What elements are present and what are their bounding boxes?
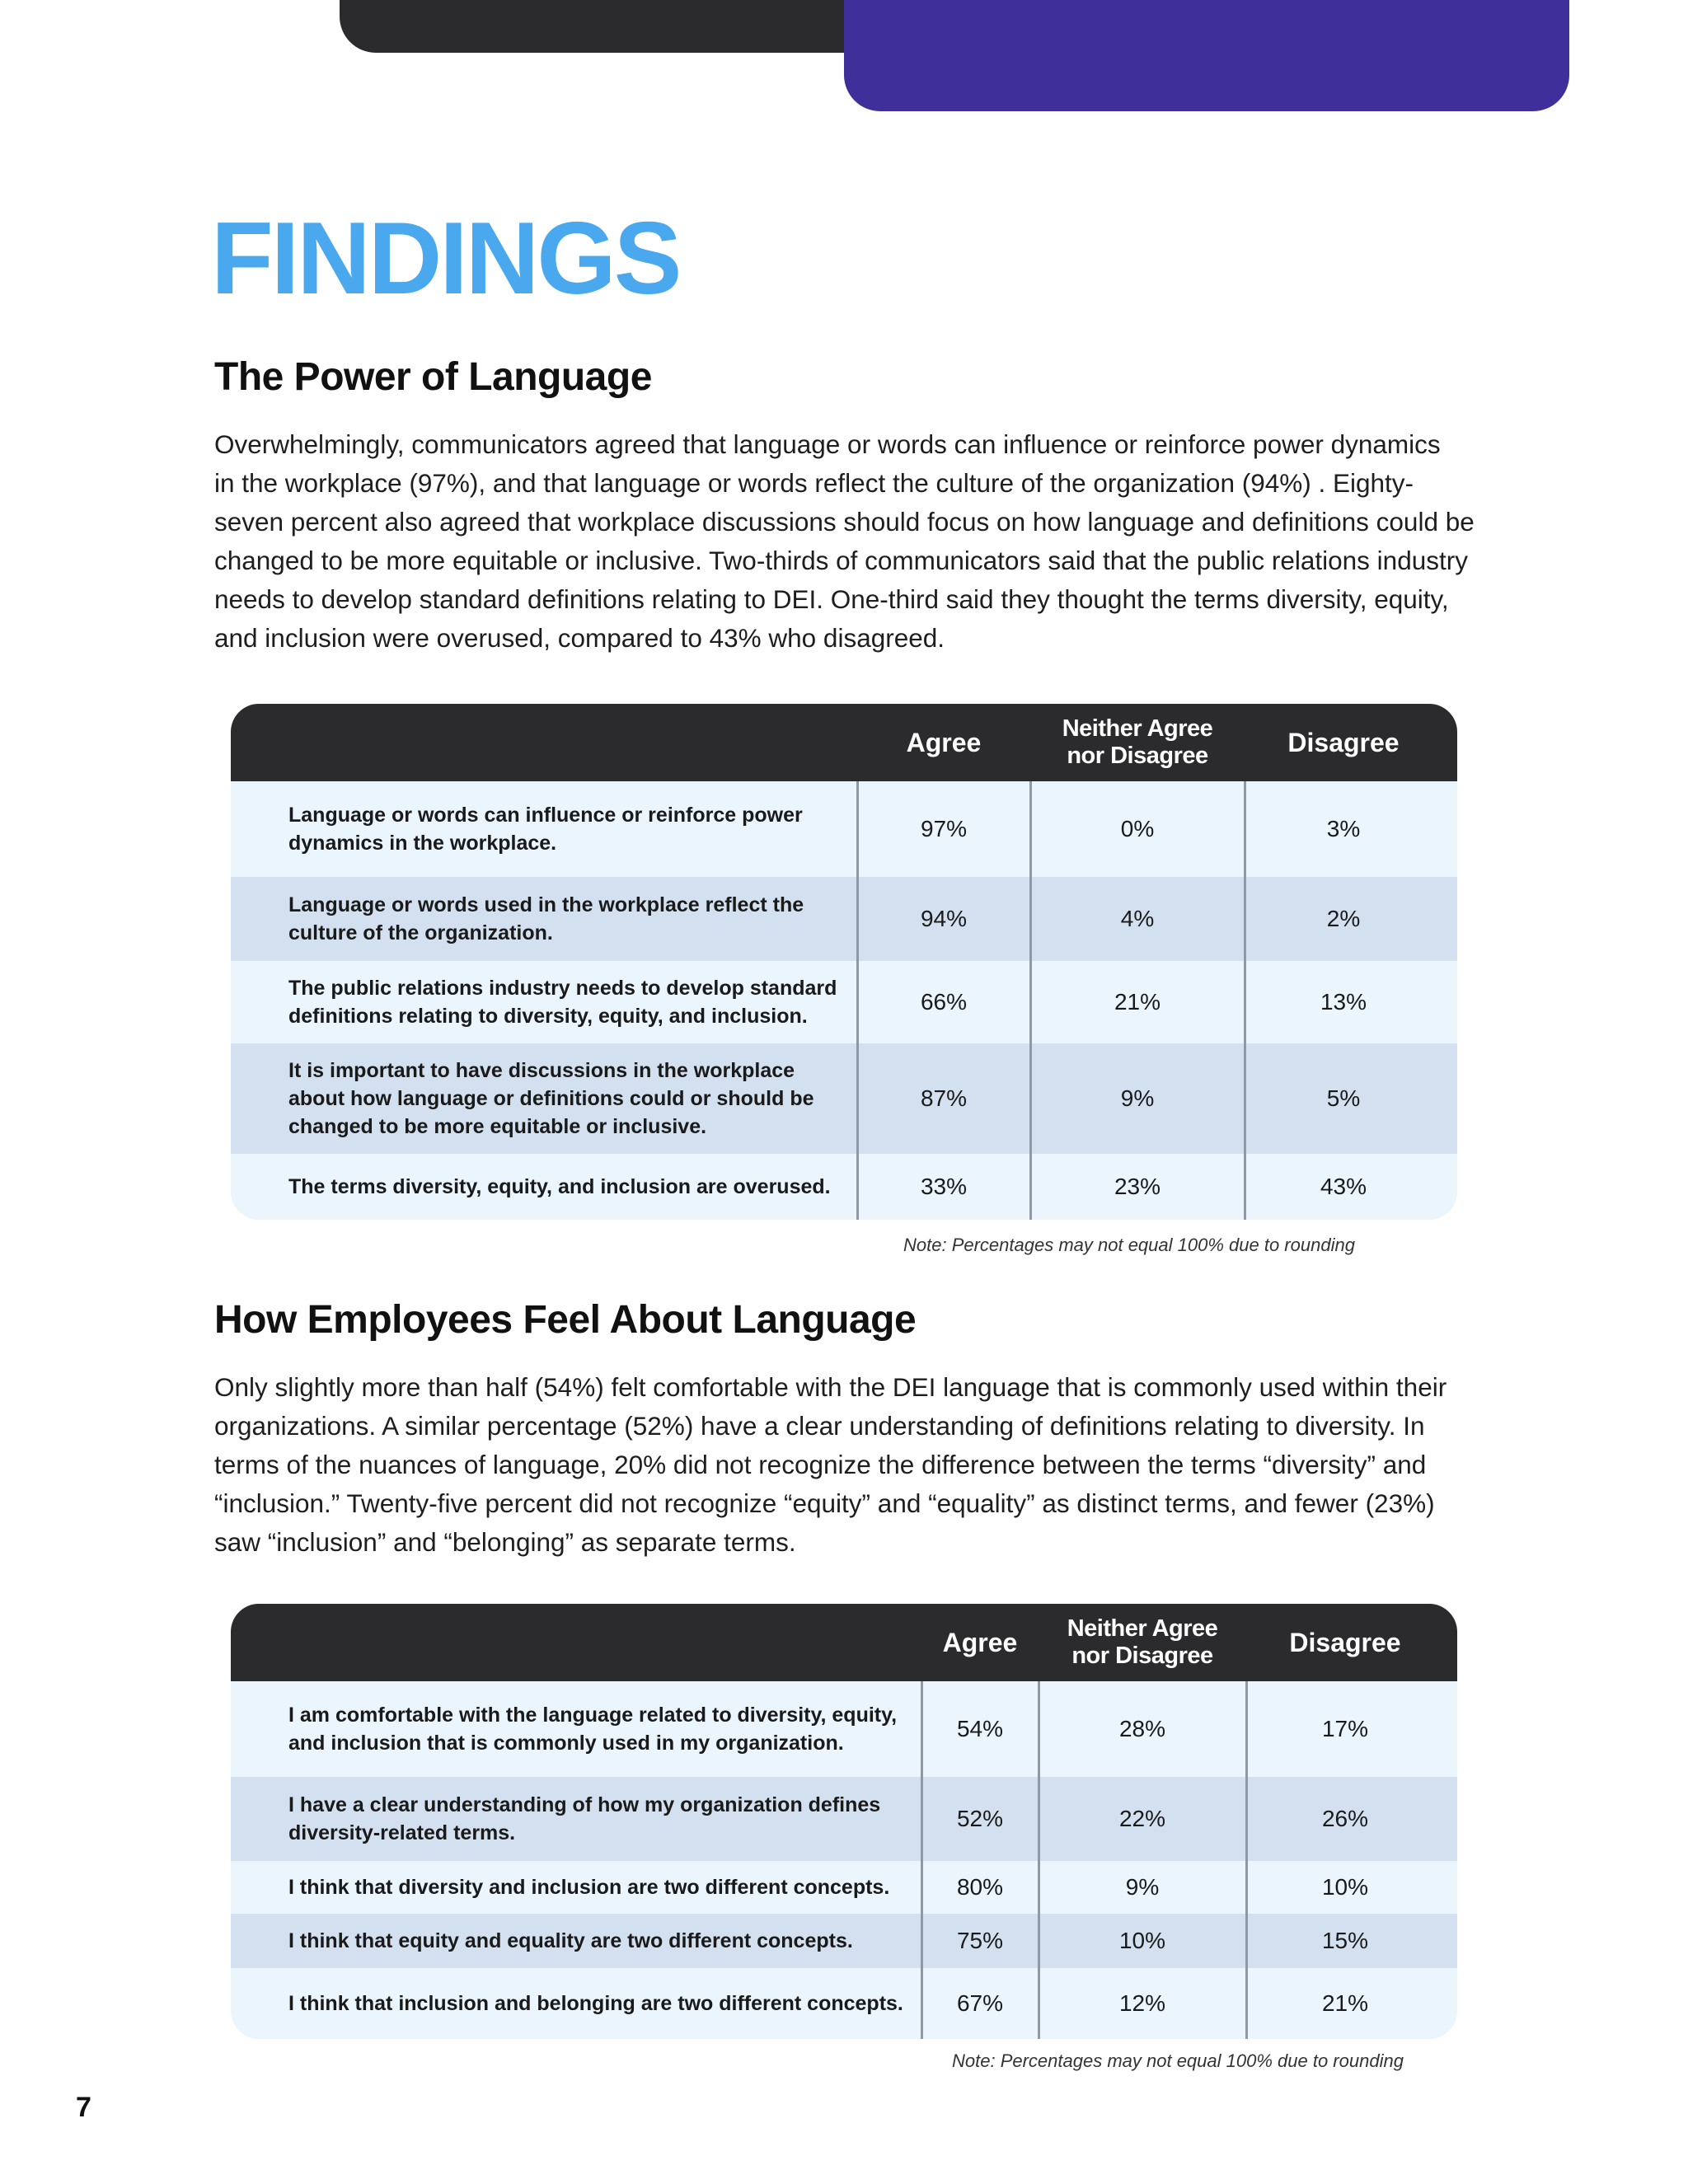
page-title: FINDINGS bbox=[211, 202, 680, 316]
section-paragraph-employees-feel bbox=[214, 1368, 1500, 1562]
cell-agree: 33% bbox=[920, 1174, 968, 1199]
row-label bbox=[288, 1057, 814, 1141]
row-label-line: It is important to have discussions in the workplace bbox=[288, 1059, 795, 1082]
cell-disagree: 2% bbox=[1326, 906, 1361, 931]
cell-neither: 10% bbox=[1118, 1928, 1166, 1953]
table-header bbox=[231, 1604, 1457, 1681]
column-divider bbox=[1038, 1681, 1040, 2039]
cell-neither: 23% bbox=[1114, 1174, 1161, 1199]
column-header-neither-line2: nor Disagree bbox=[1071, 1643, 1213, 1669]
cell-disagree: 43% bbox=[1320, 1174, 1367, 1199]
cell-agree: 80% bbox=[956, 1874, 1004, 1900]
section-heading-employees-feel: How Employees Feel About Language bbox=[214, 1298, 917, 1342]
cell-agree: 52% bbox=[956, 1806, 1004, 1831]
row-label-line: The terms diversity, equity, and inclusion are overused. bbox=[288, 1175, 831, 1198]
cell-agree: 87% bbox=[920, 1085, 968, 1111]
table-note: Note: Percentages may not equal 100% due to rounding bbox=[903, 1235, 1355, 1255]
header-decor-purple-tab bbox=[844, 0, 1569, 111]
paragraph-line: and inclusion were overused, compared to 43% who disagreed. bbox=[214, 623, 945, 653]
row-label bbox=[288, 801, 803, 857]
cell-neither: 9% bbox=[1120, 1085, 1155, 1111]
cell-disagree: 10% bbox=[1321, 1874, 1369, 1900]
cell-neither: 0% bbox=[1120, 816, 1155, 841]
row-label-line: Language or words can influence or reinforce power bbox=[288, 804, 803, 827]
table-row bbox=[231, 877, 1457, 961]
row-label-line: and inclusion that is commonly used in my organization. bbox=[288, 1732, 844, 1755]
cell-neither: 28% bbox=[1118, 1716, 1166, 1741]
table-row bbox=[231, 1154, 1457, 1220]
row-label-line: definitions relating to diversity, equity, and inclusion. bbox=[288, 1005, 808, 1028]
row-label bbox=[288, 1791, 880, 1847]
table-power-of-language bbox=[231, 704, 1457, 1220]
row-label-line: changed to be more equitable or inclusive. bbox=[288, 1115, 707, 1138]
cell-disagree: 13% bbox=[1320, 989, 1367, 1015]
column-divider bbox=[1245, 1681, 1248, 2039]
paragraph-line: saw “inclusion” and “belonging” as separate terms. bbox=[214, 1527, 796, 1557]
table-employees-feel bbox=[231, 1604, 1457, 2039]
table-row bbox=[231, 1681, 1457, 1777]
page-number: 7 bbox=[76, 2092, 91, 2123]
cell-neither: 21% bbox=[1114, 989, 1161, 1015]
section-heading-power-of-language: The Power of Language bbox=[214, 355, 652, 399]
cell-neither: 12% bbox=[1118, 1990, 1166, 2016]
cell-agree: 66% bbox=[920, 989, 968, 1015]
column-header-agree: Agree bbox=[942, 1627, 1018, 1657]
column-header-neither bbox=[1030, 704, 1245, 781]
cell-agree: 94% bbox=[920, 906, 968, 931]
paragraph-line: terms of the nuances of language, 20% did not recognize the difference between the terms “diversity” and bbox=[214, 1450, 1427, 1479]
paragraph-line: in the workplace (97%), and that language or words reflect the culture of the organization (94%) . Eighty- bbox=[214, 468, 1414, 498]
cell-neither: 22% bbox=[1118, 1806, 1166, 1831]
table-header bbox=[231, 704, 1457, 781]
table-note: Note: Percentages may not equal 100% due to rounding bbox=[952, 2050, 1404, 2071]
cell-agree: 54% bbox=[956, 1716, 1004, 1741]
cell-disagree: 21% bbox=[1321, 1990, 1369, 2016]
row-label-line: I think that diversity and inclusion are two different concepts. bbox=[288, 1876, 890, 1899]
row-label bbox=[288, 1701, 897, 1757]
section-paragraph-power-of-language bbox=[214, 425, 1500, 658]
table-row bbox=[231, 1968, 1457, 2039]
row-label-line: Language or words used in the workplace reflect the bbox=[288, 893, 804, 916]
row-label bbox=[288, 1990, 903, 2018]
row-label-line: The public relations industry needs to develop standard bbox=[288, 977, 837, 1000]
paragraph-line: “inclusion.” Twenty-five percent did not recognize “equity” and “equality” as distinct terms, and fewer (23%) bbox=[214, 1488, 1435, 1518]
row-label bbox=[288, 891, 804, 947]
column-divider bbox=[1244, 781, 1246, 1220]
cell-disagree: 3% bbox=[1326, 816, 1361, 841]
cell-disagree: 5% bbox=[1326, 1085, 1361, 1111]
cell-agree: 75% bbox=[956, 1928, 1004, 1953]
table-row bbox=[231, 1914, 1457, 1968]
cell-disagree: 17% bbox=[1321, 1716, 1369, 1741]
cell-neither: 9% bbox=[1125, 1874, 1160, 1900]
cell-neither: 4% bbox=[1120, 906, 1155, 931]
row-label bbox=[288, 1873, 889, 1901]
paragraph-line: needs to develop standard definitions relating to DEI. One-third said they thought the terms diversity, equity, bbox=[214, 584, 1449, 614]
column-divider bbox=[1029, 781, 1032, 1220]
row-label-line: dynamics in the workplace. bbox=[288, 832, 557, 855]
cell-disagree: 15% bbox=[1321, 1928, 1369, 1953]
paragraph-line: Only slightly more than half (54%) felt comfortable with the DEI language that is commonly used within their bbox=[214, 1372, 1447, 1402]
paragraph-line: organizations. A similar percentage (52%) have a clear understanding of definitions relating to diversity. In bbox=[214, 1411, 1425, 1441]
paragraph-line: Overwhelmingly, communicators agreed that language or words can influence or reinforce power dynamics bbox=[214, 429, 1441, 459]
row-label-line: about how language or definitions could or should be bbox=[288, 1087, 814, 1110]
cell-agree: 97% bbox=[920, 816, 968, 841]
row-label-line: I am comfortable with the language related to diversity, equity, bbox=[288, 1704, 898, 1727]
row-label-line: I think that inclusion and belonging are two different concepts. bbox=[288, 1992, 903, 2015]
row-label bbox=[288, 1173, 831, 1201]
column-header-disagree: Disagree bbox=[1287, 727, 1400, 757]
column-header-agree: Agree bbox=[906, 727, 982, 757]
table-row bbox=[231, 781, 1457, 877]
paragraph-line: seven percent also agreed that workplace discussions should focus on how language and definitions could be bbox=[214, 507, 1475, 537]
column-header-neither-line1: Neither Agree bbox=[1062, 715, 1213, 742]
row-label-line: culture of the organization. bbox=[288, 921, 553, 944]
column-divider bbox=[921, 1681, 923, 2039]
table-row bbox=[231, 1043, 1457, 1154]
row-label-line: I have a clear understanding of how my organization defines bbox=[288, 1793, 881, 1816]
row-label-line: I think that equity and equality are two different concepts. bbox=[288, 1929, 853, 1952]
column-header-neither-line2: nor Disagree bbox=[1067, 743, 1208, 769]
row-label bbox=[288, 1927, 853, 1955]
table-row bbox=[231, 1861, 1457, 1914]
column-header-neither bbox=[1039, 1604, 1246, 1681]
table-row bbox=[231, 961, 1457, 1043]
cell-agree: 67% bbox=[956, 1990, 1004, 2016]
row-label-line: diversity-related terms. bbox=[288, 1821, 516, 1844]
column-divider bbox=[856, 781, 859, 1220]
column-header-neither-line1: Neither Agree bbox=[1067, 1615, 1218, 1642]
paragraph-line: changed to be more equitable or inclusive. Two-thirds of communicators said that the public relations industry bbox=[214, 546, 1468, 575]
table-row bbox=[231, 1777, 1457, 1861]
column-header-disagree: Disagree bbox=[1289, 1627, 1401, 1657]
row-label bbox=[288, 974, 837, 1030]
cell-disagree: 26% bbox=[1321, 1806, 1369, 1831]
